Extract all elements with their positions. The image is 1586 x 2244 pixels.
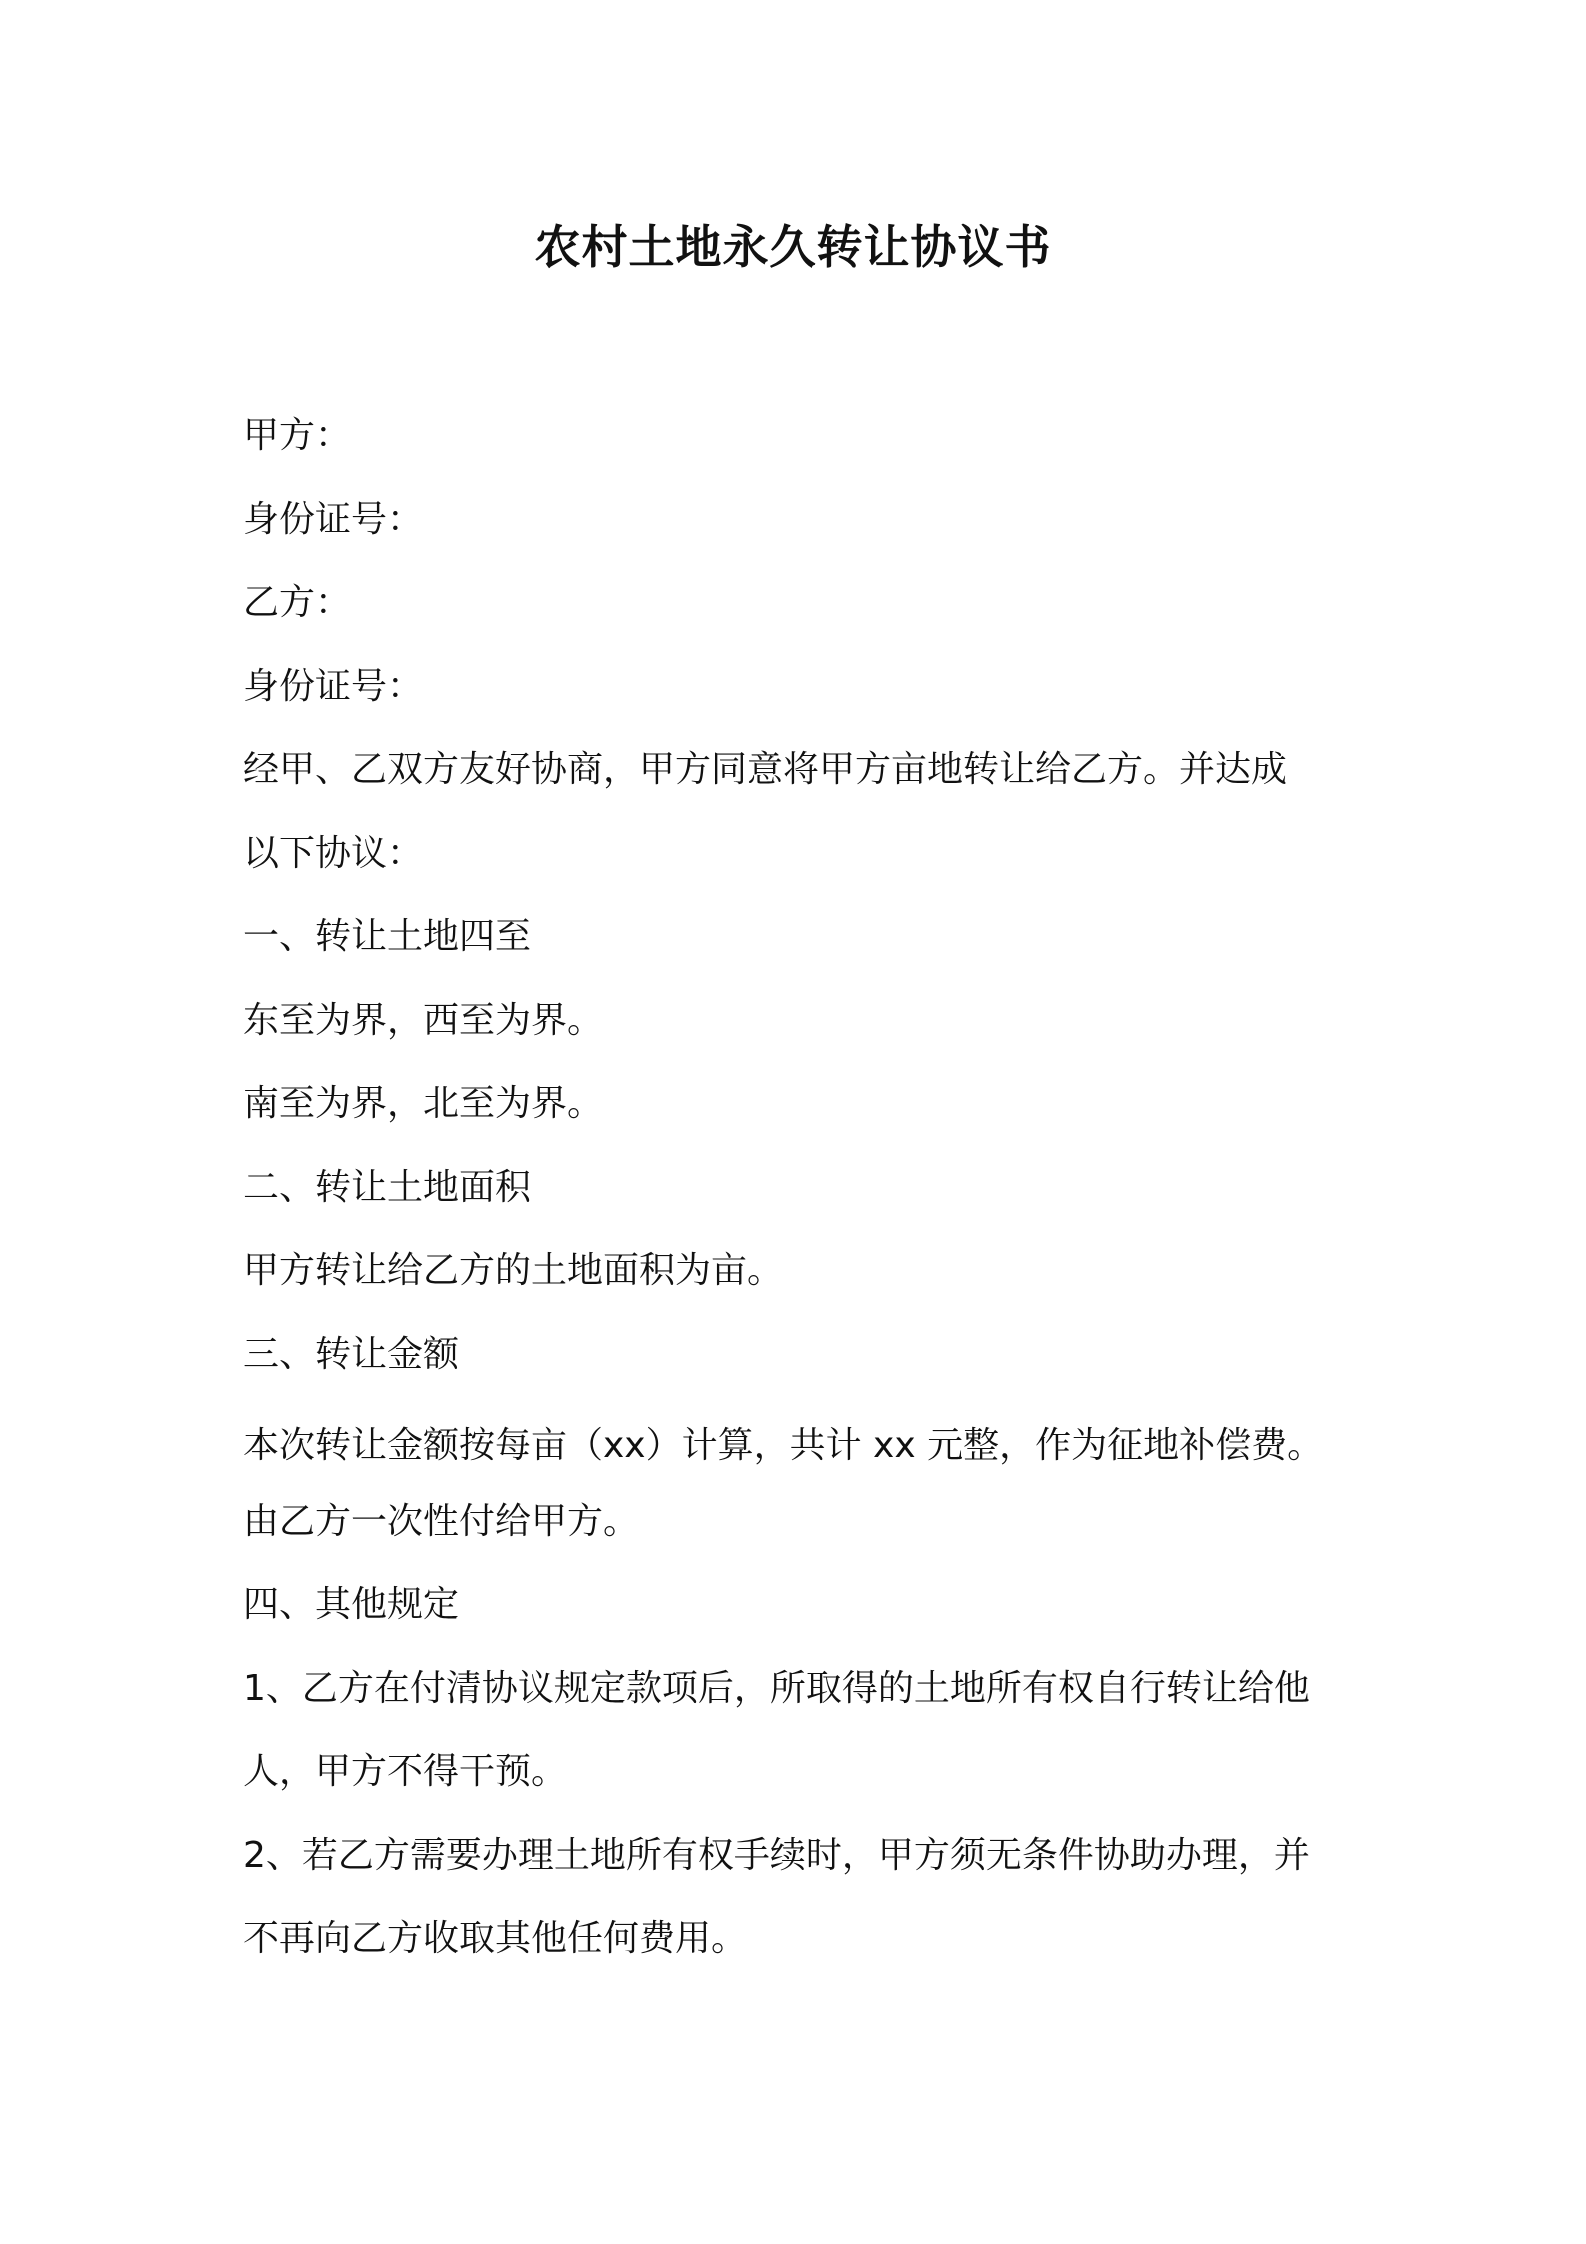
party-b-label: 乙方： [243,582,352,623]
document-title: 农村土地永久转让协议书 [534,220,1052,274]
section-4-heading: 四、其他规定 [243,1584,460,1625]
section-1-line-2: 南至为界，北至为界。 [243,1083,604,1124]
section-2-line-1: 甲方转让给乙方的土地面积为亩。 [243,1250,784,1291]
section-1-heading: 一、转让土地四至 [243,916,532,957]
party-a-label: 甲方： [243,415,352,456]
section-4-item-2-line-1: 2、若乙方需要办理土地所有权手续时，甲方须无条件协助办理，并 [243,1835,1310,1876]
section-4-item-2-line-2: 不再向乙方收取其他任何费用。 [243,1918,748,1959]
party-b-id-label: 身份证号： [243,666,424,707]
section-4-item-1-line-1: 1、乙方在付清协议规定款项后，所取得的土地所有权自行转让给他 [243,1668,1310,1709]
section-2-heading: 二、转让土地面积 [243,1167,532,1208]
section-3-line-2: 由乙方一次性付给甲方。 [243,1501,640,1542]
intro-line-2: 以下协议： [243,833,424,874]
intro-line-1: 经甲、乙双方友好协商，甲方同意将甲方亩地转让给乙方。并达成 [243,749,1288,790]
section-4-item-1-line-2: 人，甲方不得干预。 [243,1751,568,1792]
party-a-id-label: 身份证号： [243,499,424,540]
section-3-heading: 三、转让金额 [243,1334,460,1375]
section-3-line-1: 本次转让金额按每亩（xx）计算，共计 xx 元整，作为征地补偿费。 [243,1425,1324,1466]
section-1-line-1: 东至为界，西至为界。 [243,1000,604,1041]
